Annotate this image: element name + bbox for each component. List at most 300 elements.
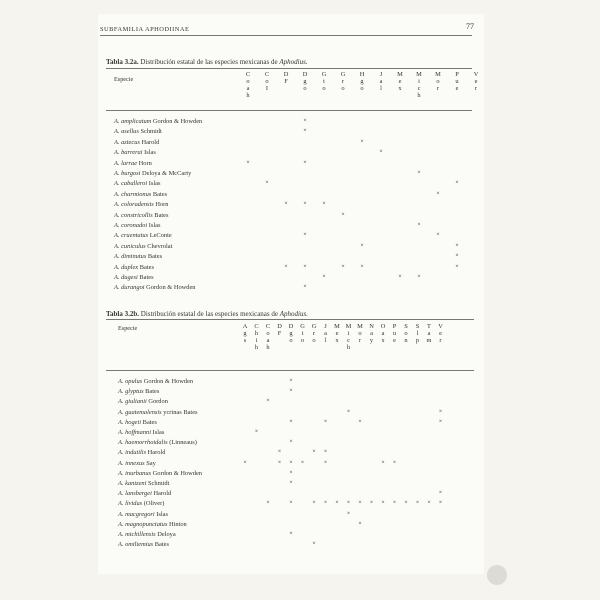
species-author: Hinton bbox=[167, 520, 187, 528]
species-name: A. diminutus bbox=[114, 253, 147, 261]
species-author: ycrinas Bates bbox=[161, 408, 198, 416]
state-column-header bbox=[413, 323, 423, 344]
species-author: Gordon bbox=[146, 398, 168, 406]
species-author: Harold bbox=[151, 490, 172, 498]
state-header-letter: g bbox=[360, 78, 364, 85]
presence-mark: × bbox=[323, 458, 328, 466]
state-header-letter: c bbox=[417, 85, 421, 92]
presence-mark: × bbox=[381, 499, 385, 507]
state-header-letter: i bbox=[255, 337, 258, 344]
species-author: Islas bbox=[142, 149, 156, 157]
species-row bbox=[114, 201, 169, 208]
state-column-header bbox=[395, 71, 405, 92]
state-column-header bbox=[298, 323, 308, 344]
state-header-letter: C bbox=[264, 71, 270, 78]
species-name: A. constricollis bbox=[114, 211, 153, 219]
state-column-header bbox=[319, 71, 329, 92]
species-row bbox=[114, 264, 154, 271]
state-column-header bbox=[300, 71, 310, 92]
presence-mark: × bbox=[417, 169, 421, 176]
state-header-letter: r bbox=[474, 85, 478, 92]
state-column-header bbox=[262, 71, 272, 92]
state-header-letter: e bbox=[439, 330, 442, 337]
state-header-letter: a bbox=[379, 78, 383, 85]
presence-mark: × bbox=[323, 499, 328, 507]
species-name: A. lansbergei bbox=[118, 490, 152, 498]
presence-mark: × bbox=[289, 479, 293, 486]
state-header-letter: D bbox=[302, 71, 308, 78]
species-name: A. lividus bbox=[118, 500, 143, 508]
state-header-letter: A bbox=[242, 323, 248, 330]
presence-mark: × bbox=[341, 210, 345, 218]
presence-mark: × bbox=[358, 417, 362, 425]
species-author: Deloya & McCarty bbox=[140, 170, 192, 177]
state-column-header bbox=[433, 71, 443, 92]
table-b-caption bbox=[106, 310, 308, 318]
species-name: A. glyptus bbox=[118, 388, 144, 396]
presence-mark: × bbox=[438, 417, 443, 425]
species-author: Gordon & Howden bbox=[151, 469, 202, 477]
species-row bbox=[118, 500, 164, 507]
species-author: Harold bbox=[146, 449, 166, 457]
species-name: A. durangoi bbox=[114, 284, 145, 292]
state-header-letter: O bbox=[380, 323, 386, 330]
species-row bbox=[118, 398, 168, 405]
presence-mark: × bbox=[417, 221, 421, 228]
presence-mark: × bbox=[436, 231, 440, 239]
state-header-letter: M bbox=[334, 323, 340, 330]
state-header-letter: s bbox=[243, 337, 247, 344]
presence-mark: × bbox=[438, 489, 443, 497]
presence-mark: × bbox=[341, 262, 345, 270]
state-header-letter: V bbox=[438, 323, 443, 330]
state-column-header bbox=[401, 323, 411, 344]
table-a-top-rule bbox=[106, 68, 472, 69]
presence-mark: × bbox=[284, 200, 288, 208]
presence-mark: × bbox=[392, 499, 397, 507]
species-name: A. cruentatus bbox=[114, 232, 149, 240]
state-header-letter: P bbox=[392, 323, 397, 330]
species-row bbox=[118, 449, 165, 456]
presence-mark: × bbox=[398, 273, 402, 280]
presence-mark: × bbox=[303, 231, 307, 239]
state-header-letter: P bbox=[455, 71, 459, 78]
presence-mark: × bbox=[404, 499, 408, 507]
presence-mark: × bbox=[303, 117, 307, 124]
species-row bbox=[114, 253, 162, 260]
state-header-letter: o bbox=[266, 330, 270, 337]
state-column-header bbox=[424, 323, 434, 344]
species-row bbox=[114, 243, 172, 250]
state-column-header bbox=[240, 323, 250, 344]
state-header-letter: e bbox=[455, 85, 459, 92]
state-column-header bbox=[452, 71, 462, 92]
species-author: Schmidt bbox=[146, 480, 170, 487]
state-column-header bbox=[471, 71, 481, 92]
species-author: Bates bbox=[141, 418, 157, 426]
presence-mark: × bbox=[415, 499, 420, 507]
species-author: Islas bbox=[151, 429, 165, 436]
species-row bbox=[118, 409, 198, 416]
presence-mark: × bbox=[360, 241, 364, 249]
species-name: A. innexus bbox=[118, 459, 145, 467]
state-header-letter: x bbox=[398, 85, 402, 92]
species-author: Bates bbox=[153, 541, 169, 549]
state-column-header bbox=[332, 323, 342, 344]
species-author: Islas bbox=[147, 180, 161, 188]
state-header-letter: e bbox=[398, 78, 402, 85]
state-column-header bbox=[263, 323, 273, 351]
table-a-caption-label: Tabla 3.2a. bbox=[106, 58, 139, 66]
presence-mark: × bbox=[417, 273, 421, 280]
species-author: Say bbox=[144, 459, 156, 467]
header-rule bbox=[100, 35, 472, 36]
state-header-letter: o bbox=[404, 330, 408, 337]
state-header-letter: o bbox=[312, 337, 316, 344]
state-header-letter: r bbox=[436, 85, 440, 92]
presence-mark: × bbox=[381, 458, 385, 466]
species-name: A. macgregori bbox=[118, 510, 155, 518]
presence-mark: × bbox=[346, 509, 351, 517]
species-row bbox=[118, 439, 197, 446]
species-author: Bates bbox=[152, 211, 169, 219]
species-row bbox=[118, 541, 169, 548]
presence-mark: × bbox=[335, 499, 339, 507]
species-name: A. burgosi bbox=[114, 170, 141, 177]
species-name: A. hoffmanni bbox=[118, 429, 152, 436]
state-header-letter: o bbox=[358, 330, 362, 337]
species-name: A. opulus bbox=[118, 378, 143, 385]
presence-mark: × bbox=[322, 200, 326, 208]
state-header-letter: a bbox=[427, 330, 431, 337]
state-column-header bbox=[338, 71, 348, 92]
species-name: A. dugesi bbox=[114, 274, 138, 281]
state-header-letter: u bbox=[392, 330, 397, 337]
state-header-letter: h bbox=[266, 344, 270, 351]
presence-mark: × bbox=[303, 262, 307, 270]
species-row bbox=[118, 388, 159, 395]
presence-mark: × bbox=[289, 387, 293, 395]
presence-mark: × bbox=[427, 499, 431, 507]
state-header-letter: D bbox=[283, 71, 289, 78]
state-header-letter: o bbox=[289, 337, 293, 344]
table-b-top-rule bbox=[106, 319, 474, 320]
state-header-letter: D bbox=[277, 323, 282, 330]
state-header-letter: C bbox=[254, 323, 259, 330]
species-row bbox=[118, 419, 157, 426]
species-name: A. duplex bbox=[114, 263, 139, 271]
species-name: A. kantzeni bbox=[118, 480, 147, 487]
species-column-header: Especie bbox=[114, 76, 134, 83]
presence-mark: × bbox=[246, 158, 250, 166]
state-header-letter: a bbox=[381, 330, 385, 337]
species-row bbox=[118, 521, 187, 528]
state-header-letter: a bbox=[324, 330, 327, 337]
species-row bbox=[114, 118, 202, 125]
species-row bbox=[114, 139, 159, 146]
state-column-header bbox=[252, 323, 262, 351]
table-a-caption-genus: Aphodius. bbox=[279, 58, 308, 66]
state-column-header bbox=[309, 323, 319, 344]
species-author: Deloya bbox=[155, 531, 176, 538]
state-header-letter: S bbox=[415, 323, 420, 330]
species-name: A. omiltemius bbox=[118, 541, 154, 549]
state-header-letter: c bbox=[347, 337, 350, 344]
state-header-letter: H bbox=[359, 71, 365, 78]
state-header-letter: o bbox=[246, 78, 250, 85]
species-author: (Oliver) bbox=[142, 500, 165, 508]
state-column-header bbox=[344, 323, 354, 351]
table-a-caption-text: Distribución estatal de las especies mexicanas de bbox=[140, 58, 278, 66]
presence-mark: × bbox=[266, 397, 270, 405]
state-header-letter: M bbox=[416, 71, 422, 78]
species-name: A. guatemalensis bbox=[118, 408, 162, 416]
state-column-header bbox=[275, 323, 285, 337]
species-row bbox=[118, 480, 169, 487]
state-header-letter: M bbox=[435, 71, 441, 78]
state-column-header bbox=[436, 323, 446, 344]
species-name: A. charmionus bbox=[114, 190, 152, 198]
species-row bbox=[114, 170, 191, 177]
state-column-header bbox=[281, 71, 291, 85]
presence-mark: × bbox=[360, 137, 364, 145]
species-name: A. asellus bbox=[114, 128, 139, 136]
species-row bbox=[114, 274, 154, 281]
species-row bbox=[114, 149, 156, 156]
state-header-letter: h bbox=[417, 92, 421, 99]
presence-mark: × bbox=[455, 252, 459, 260]
state-header-letter: D bbox=[288, 323, 294, 330]
presence-mark: × bbox=[455, 179, 459, 187]
presence-mark: × bbox=[277, 448, 282, 456]
state-header-letter: u bbox=[455, 78, 459, 85]
presence-mark: × bbox=[289, 377, 293, 384]
species-row bbox=[118, 470, 202, 477]
table-b-caption-text: Distribución estatal de las especies mexicanas de bbox=[140, 310, 278, 318]
state-column-header bbox=[378, 323, 388, 344]
state-column-header bbox=[286, 323, 296, 344]
state-header-letter: l bbox=[324, 337, 327, 344]
state-header-letter: G bbox=[321, 71, 327, 78]
state-header-letter: o bbox=[303, 85, 307, 92]
table-b-caption-label: Tabla 3.2b. bbox=[106, 310, 140, 318]
presence-mark: × bbox=[436, 189, 440, 197]
species-name: A. cuniculus bbox=[114, 242, 146, 250]
state-header-letter: m bbox=[426, 337, 432, 344]
table-b-caption-genus: Aphodius. bbox=[279, 310, 308, 318]
state-header-letter: g bbox=[243, 330, 247, 337]
species-row bbox=[118, 378, 193, 385]
state-header-letter: p bbox=[415, 337, 420, 344]
state-header-letter: a bbox=[266, 337, 270, 344]
state-header-letter: o bbox=[341, 85, 345, 92]
presence-mark: × bbox=[303, 283, 307, 291]
species-row bbox=[114, 222, 160, 229]
species-row bbox=[114, 284, 196, 291]
presence-mark: × bbox=[455, 241, 459, 249]
table-b-header-rule bbox=[106, 370, 474, 371]
state-header-letter: e bbox=[335, 330, 339, 337]
state-header-letter: G bbox=[340, 71, 346, 78]
species-name: A. hogeii bbox=[118, 418, 142, 426]
species-author: Islas bbox=[154, 510, 168, 518]
presence-mark: × bbox=[323, 448, 328, 456]
species-author: Bates bbox=[137, 274, 154, 281]
state-header-letter: r bbox=[439, 337, 442, 344]
species-row bbox=[114, 180, 160, 187]
species-author: Gordon & Howden bbox=[142, 378, 194, 385]
species-author: Horn bbox=[153, 201, 169, 209]
species-name: A. magnopunctatus bbox=[118, 520, 168, 528]
state-column-header bbox=[321, 323, 331, 344]
species-author: Gordon & Howden bbox=[144, 284, 196, 292]
presence-mark: × bbox=[284, 262, 288, 270]
state-header-letter: C bbox=[245, 71, 251, 78]
presence-mark: × bbox=[438, 499, 443, 507]
state-header-letter: r bbox=[312, 330, 316, 337]
species-name: A. caballeroi bbox=[114, 180, 148, 188]
species-name: A. michillensis bbox=[118, 531, 156, 538]
presence-mark: × bbox=[289, 458, 293, 466]
state-header-letter: y bbox=[369, 337, 374, 344]
presence-mark: × bbox=[322, 273, 326, 280]
state-column-header bbox=[243, 71, 253, 99]
state-header-letter: M bbox=[397, 71, 403, 78]
page-number: 77 bbox=[466, 22, 474, 31]
state-header-letter: h bbox=[254, 344, 259, 351]
presence-mark: × bbox=[303, 158, 307, 166]
state-header-letter: r bbox=[358, 337, 362, 344]
state-header-letter: l bbox=[380, 85, 382, 92]
presence-mark: × bbox=[243, 458, 247, 466]
presence-mark: × bbox=[346, 499, 351, 507]
species-author: LeConte bbox=[148, 232, 172, 240]
presence-mark: × bbox=[289, 417, 293, 425]
state-header-letter: G bbox=[300, 323, 305, 330]
state-header-letter: J bbox=[324, 323, 327, 330]
species-name: A. larrae bbox=[114, 159, 138, 167]
species-author: Bates bbox=[146, 253, 163, 261]
species-name: A. coloradensis bbox=[114, 201, 154, 209]
presence-mark: × bbox=[289, 468, 293, 476]
presence-mark: × bbox=[266, 499, 270, 507]
presence-mark: × bbox=[360, 262, 364, 270]
state-header-letter: a bbox=[370, 330, 373, 337]
state-header-letter: n bbox=[404, 337, 408, 344]
presence-mark: × bbox=[265, 179, 269, 187]
species-author: Schmidt bbox=[138, 128, 162, 136]
running-header: SUBFAMILIA APHODIINAE bbox=[100, 26, 190, 33]
state-header-letter: e bbox=[393, 337, 396, 344]
species-row bbox=[114, 160, 152, 167]
state-header-letter: C bbox=[265, 323, 271, 330]
species-row bbox=[114, 212, 169, 219]
presence-mark: × bbox=[289, 499, 293, 507]
presence-mark: × bbox=[358, 499, 362, 507]
species-name: A. aztecus bbox=[114, 138, 140, 146]
species-name: A. inurbanus bbox=[118, 469, 152, 477]
species-row bbox=[118, 460, 156, 467]
species-row bbox=[114, 128, 162, 135]
state-header-letter: i bbox=[418, 78, 420, 85]
species-author: Harold bbox=[139, 138, 160, 146]
state-header-letter: o bbox=[265, 78, 269, 85]
presence-mark: × bbox=[358, 519, 362, 527]
species-name: A. indutilis bbox=[118, 449, 147, 457]
state-header-letter: e bbox=[474, 78, 478, 85]
presence-mark: × bbox=[303, 200, 307, 208]
state-header-letter: t bbox=[301, 330, 304, 337]
state-header-letter: J bbox=[379, 71, 383, 78]
state-header-letter: G bbox=[311, 323, 317, 330]
state-header-letter: i bbox=[347, 330, 350, 337]
state-header-letter: t bbox=[323, 78, 325, 85]
species-author: Gordon & Howden bbox=[151, 118, 203, 125]
publisher-seal-icon bbox=[487, 565, 507, 585]
state-header-letter: o bbox=[436, 78, 440, 85]
table-a-caption bbox=[106, 58, 308, 66]
presence-mark: × bbox=[289, 438, 293, 446]
presence-mark: × bbox=[455, 262, 459, 270]
species-name: A. barrerai bbox=[114, 149, 143, 157]
species-column-header: Especie bbox=[118, 325, 138, 332]
presence-mark: × bbox=[303, 127, 307, 135]
state-header-letter: M bbox=[357, 323, 363, 330]
state-header-letter: I bbox=[265, 85, 269, 92]
state-header-letter: M bbox=[345, 323, 352, 330]
species-name: A. coronadoi bbox=[114, 222, 148, 229]
state-column-header bbox=[357, 71, 367, 92]
state-header-letter: o bbox=[300, 337, 305, 344]
presence-mark: × bbox=[289, 530, 293, 537]
presence-mark: × bbox=[369, 499, 374, 507]
presence-mark: × bbox=[254, 428, 259, 435]
state-header-letter: F bbox=[277, 330, 282, 337]
state-header-letter: g bbox=[303, 78, 307, 85]
state-column-header bbox=[414, 71, 424, 99]
species-author: Horn bbox=[137, 159, 152, 167]
state-header-letter: F bbox=[284, 78, 288, 85]
species-name: A. giulianii bbox=[118, 398, 147, 406]
state-header-letter: h bbox=[346, 344, 351, 351]
state-header-letter: x bbox=[381, 337, 385, 344]
species-row bbox=[114, 232, 172, 239]
state-column-header bbox=[376, 71, 386, 92]
state-header-letter: N bbox=[369, 323, 374, 330]
species-row bbox=[114, 191, 167, 198]
state-column-header bbox=[355, 323, 365, 344]
presence-mark: × bbox=[312, 448, 316, 456]
species-author: Islas bbox=[147, 222, 161, 229]
presence-mark: × bbox=[312, 499, 316, 507]
table-a-header-rule bbox=[106, 110, 472, 111]
species-row bbox=[118, 531, 176, 538]
state-header-letter: x bbox=[335, 337, 339, 344]
state-header-letter: l bbox=[416, 330, 419, 337]
state-header-letter: V bbox=[473, 71, 479, 78]
state-header-letter: T bbox=[427, 323, 431, 330]
species-author: Chevrolat bbox=[145, 242, 173, 250]
species-row bbox=[118, 490, 171, 497]
presence-mark: × bbox=[438, 407, 443, 415]
presence-mark: × bbox=[300, 458, 305, 466]
species-row bbox=[118, 429, 164, 436]
state-header-letter: S bbox=[404, 323, 408, 330]
state-header-letter: o bbox=[360, 85, 364, 92]
presence-mark: × bbox=[277, 458, 282, 466]
state-header-letter: o bbox=[322, 85, 326, 92]
species-name: A. haemorrhoidalis bbox=[118, 439, 168, 447]
